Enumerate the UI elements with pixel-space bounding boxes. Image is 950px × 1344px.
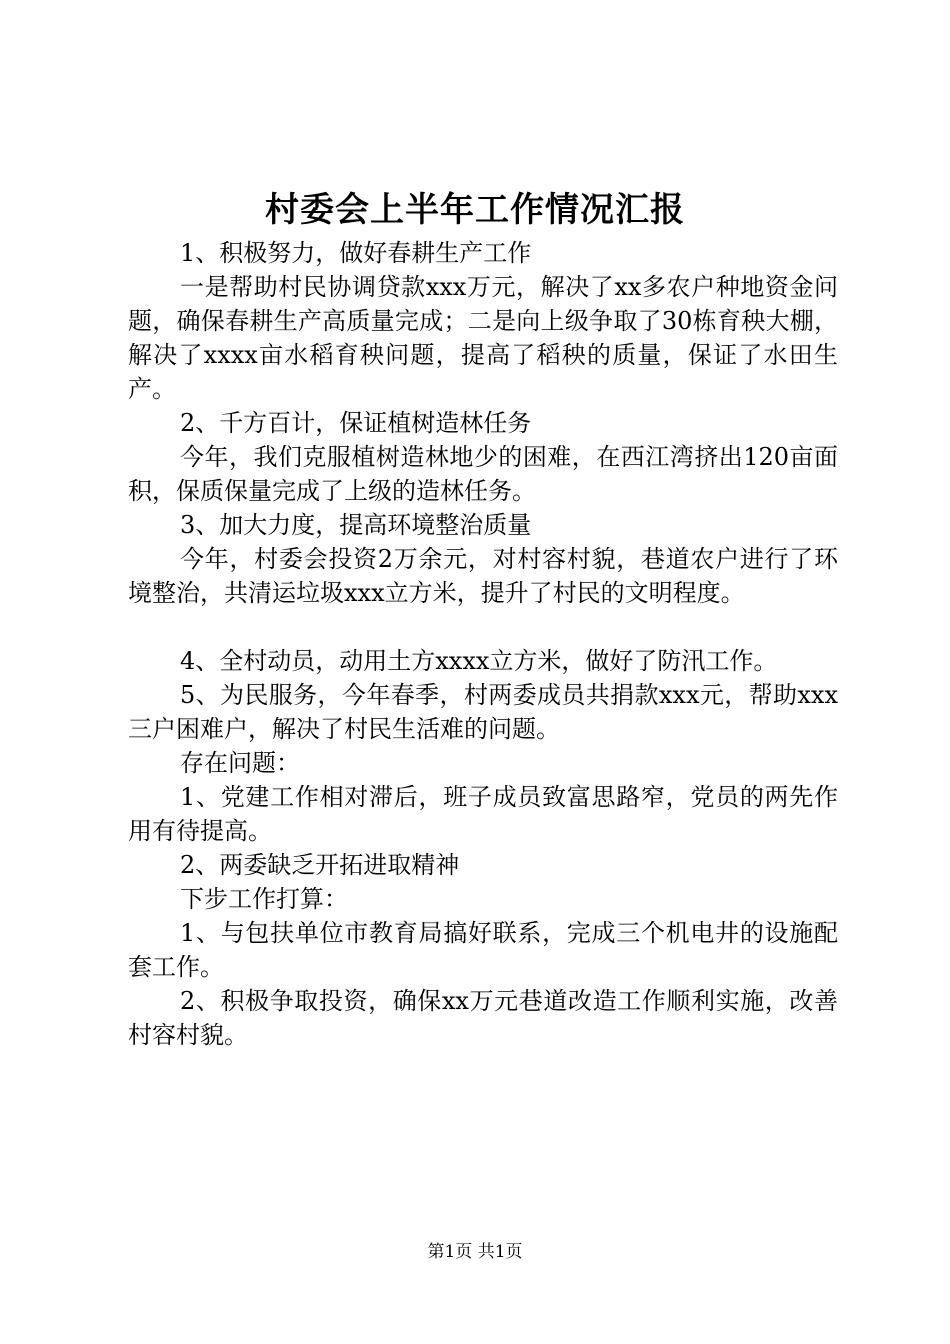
heading-existing-problems: 存在问题： (180, 749, 300, 777)
heading-next-steps: 下步工作打算： (180, 885, 348, 913)
section-heading-environment: 3、加大力度，提高环境整治质量 (180, 511, 532, 539)
plan-item-2: 2、积极争取投资，确保xx万元巷道改造工作顺利实施，改善村容村貌。 (128, 987, 838, 1049)
section-heading-spring-farming: 1、积极努力，做好春耕生产工作 (180, 239, 532, 267)
paragraph-spring-farming: 一是帮助村民协调贷款xxx万元，解决了xx多农户种地资金问题，确保春耕生产高质量完成；二是向上级争取了30栋育秧大棚，解决了xxxx亩水稻育秧问题，提高了稻秧的质量，保证了水田生产。 (128, 273, 838, 403)
problem-item-2: 2、两委缺乏开拓进取精神 (180, 851, 460, 879)
problem-item-1: 1、党建工作相对滞后，班子成员致富思路窄，党员的两先作用有待提高。 (128, 783, 838, 845)
plan-item-1: 1、与包扶单位市教育局搞好联系，完成三个机电井的设施配套工作。 (128, 919, 838, 981)
paragraph-afforestation: 今年，我们克服植树造林地少的困难，在西江湾挤出120亩面积，保质保量完成了上级的造林任务。 (128, 443, 838, 505)
paragraph-environment: 今年，村委会投资2万余元，对村容村貌，巷道农户进行了环境整治，共清运垃圾xxx立方米，提升了村民的文明程度。 (128, 545, 838, 607)
document-body (128, 236, 838, 1052)
section-public-service: 5、为民服务，今年春季，村两委成员共捐款xxx元，帮助xxx三户困难户，解决了村民生活难的问题。 (128, 681, 838, 743)
page-footer: 第1页 共1页 (427, 1242, 523, 1262)
section-flood-control: 4、全村动员，动用土方xxxx立方米，做好了防汛工作。 (180, 647, 778, 675)
section-heading-afforestation: 2、千方百计，保证植树造林任务 (180, 409, 532, 437)
document-title: 村委会上半年工作情况汇报 (265, 190, 685, 230)
